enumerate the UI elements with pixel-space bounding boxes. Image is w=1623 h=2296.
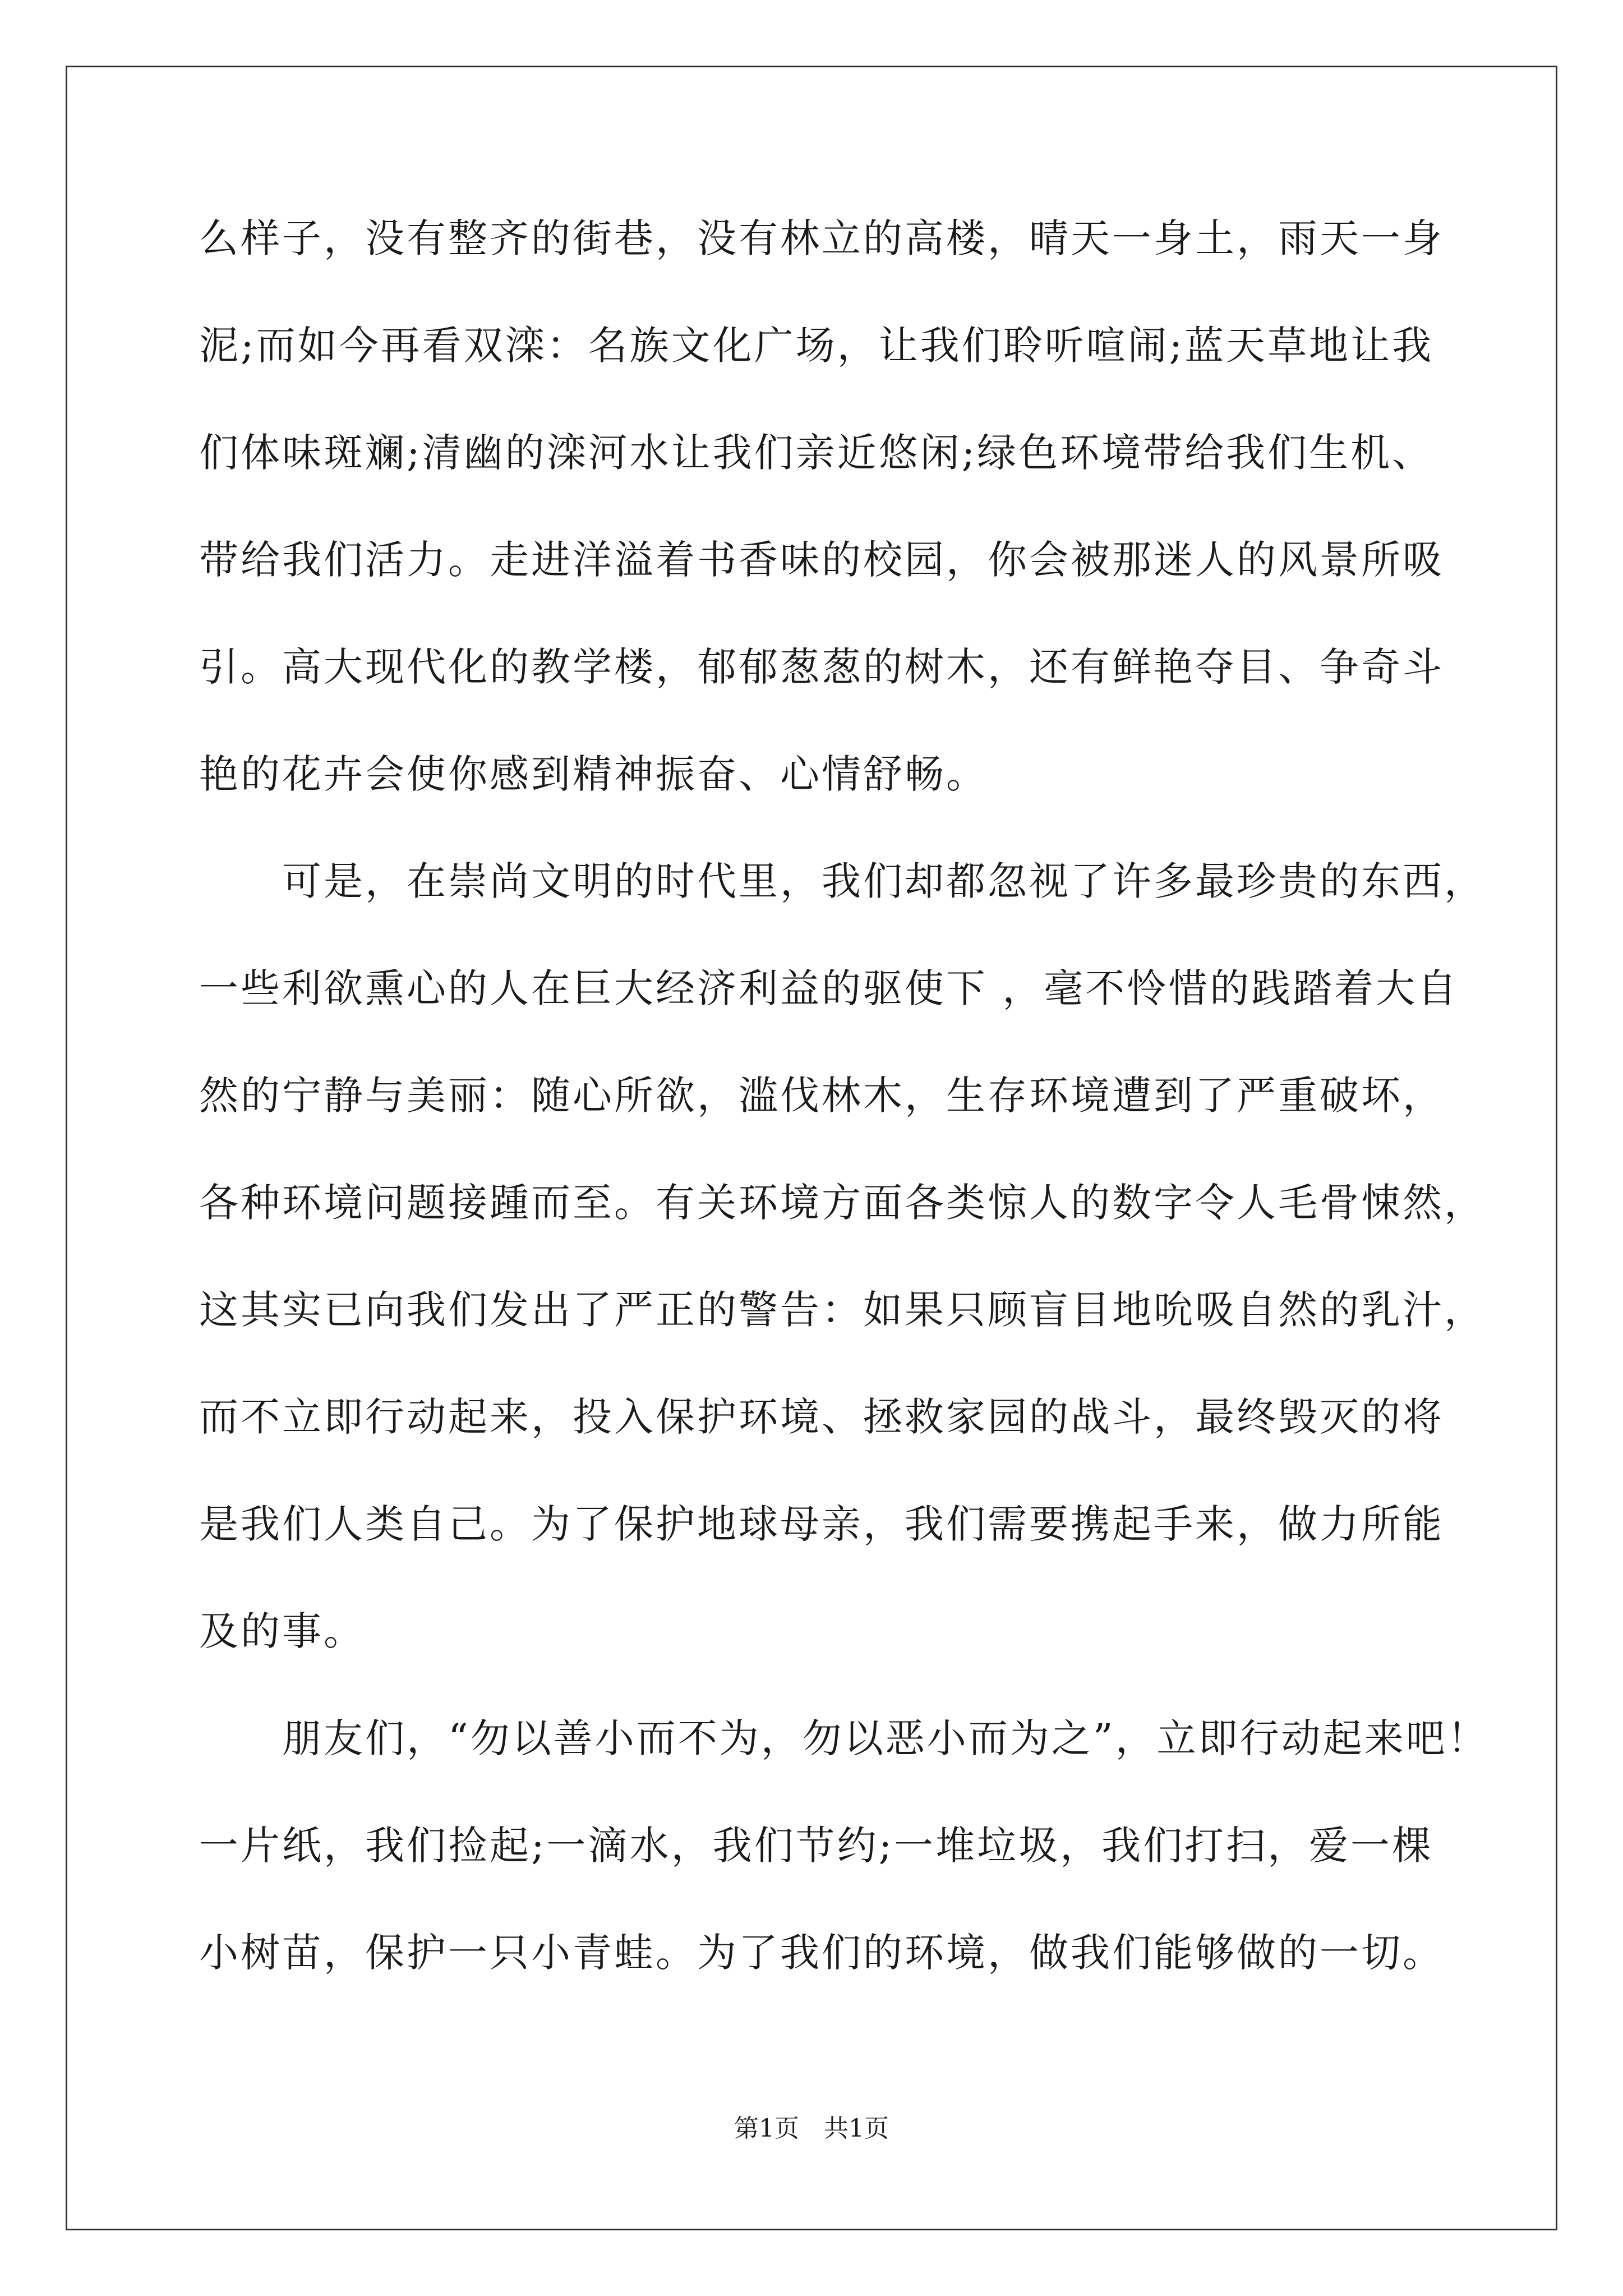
text-line: 们体味斑斓;清幽的滦河水让我们亲近悠闲;绿色环境带给我们生机、 bbox=[199, 430, 1434, 476]
text-line: 是我们人类自己。为了保护地球母亲，我们需要携起手来，做力所能 bbox=[199, 1501, 1444, 1547]
text-line: 么样子，没有整齐的街巷，没有林立的高楼，晴天一身土，雨天一身 bbox=[199, 215, 1444, 261]
text-line: 这其实已向我们发出了严正的警告：如果只顾盲目地吮吸自然的乳汁， bbox=[199, 1287, 1486, 1333]
text-line: 及的事。 bbox=[199, 1608, 365, 1654]
text-line: 一些利欲熏心的人在巨大经济利益的驱使下 ，毫不怜惜的践踏着大自 bbox=[199, 965, 1459, 1011]
text-line: 引。高大现代化的教学楼，郁郁葱葱的树木，还有鲜艳夺目、争奇斗 bbox=[199, 644, 1444, 690]
text-line: 一片纸，我们捡起;一滴水，我们节约;一堆垃圾，我们打扫，爱一棵 bbox=[199, 1823, 1434, 1869]
text-line: 各种环境问题接踵而至。有关环境方面各类惊人的数字令人毛骨悚然， bbox=[199, 1180, 1486, 1226]
text-line: 朋友们，“勿以善小而不为，勿以恶小而为之”，立即行动起来吧！ bbox=[199, 1715, 1489, 1761]
page-number-footer: 第1页 共1页 bbox=[734, 2114, 889, 2143]
text-line: 而不立即行动起来，投入保护环境、拯救家园的战斗，最终毁灭的将 bbox=[199, 1394, 1444, 1440]
document-body bbox=[199, 210, 1489, 2032]
text-line: 泥;而如今再看双滦：名族文化广场，让我们聆听喧闹;蓝天草地让我 bbox=[199, 323, 1434, 369]
text-line: 可是，在崇尚文明的时代里，我们却都忽视了许多最珍贵的东西， bbox=[199, 858, 1486, 904]
text-line: 艳的花卉会使你感到精神振奋、心情舒畅。 bbox=[199, 751, 988, 797]
text-line: 然的宁静与美丽：随心所欲，滥伐林木，生存环境遭到了严重破坏， bbox=[199, 1073, 1444, 1119]
text-line: 小树苗，保护一只小青蛙。为了我们的环境，做我们能够做的一切。 bbox=[199, 1930, 1444, 1976]
text-line: 带给我们活力。走进洋溢着书香味的校园，你会被那迷人的风景所吸 bbox=[199, 537, 1444, 583]
